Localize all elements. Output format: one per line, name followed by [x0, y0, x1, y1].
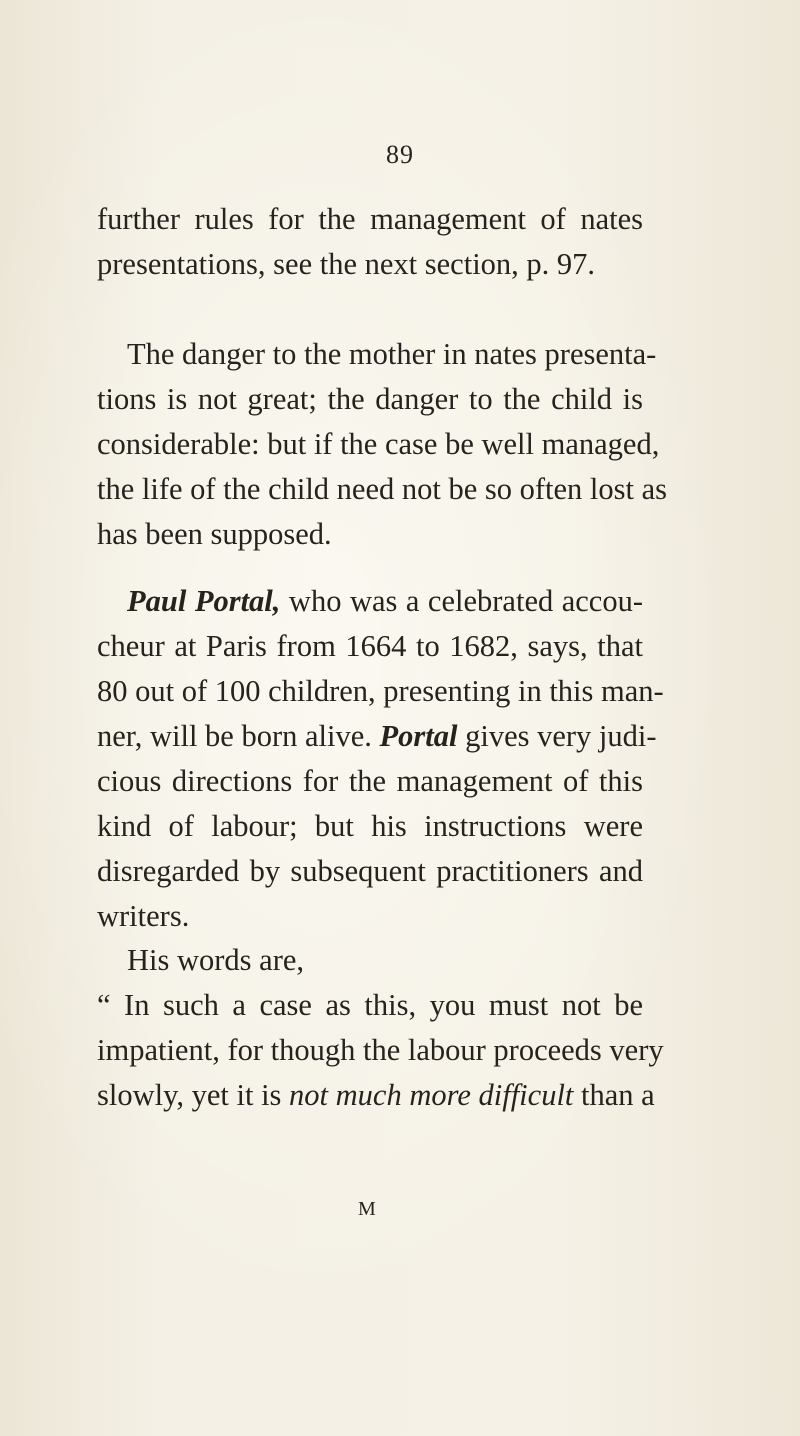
text-run: than a [573, 1078, 655, 1112]
text-line: further rules for the management of nates [97, 202, 643, 236]
text-line: has been supposed. [97, 517, 332, 551]
text-line [97, 579, 643, 624]
text-line: tions is not great; the danger to the child is [97, 382, 643, 416]
person-name: Portal [379, 719, 458, 753]
paragraph-quotation [97, 938, 664, 1118]
text-line: the life of the child need not be so often lost as [97, 472, 668, 506]
text-line: cheur at Paris from 1664 to 1682, says, that [97, 629, 643, 663]
text-run: slowly, yet it is [97, 1078, 290, 1112]
text-line: His words are, [127, 943, 305, 977]
signature-mark: M [358, 1198, 377, 1220]
text-line: “ In such a case as this, you must not be [97, 988, 643, 1022]
text-line: cious directions for the management of this [97, 764, 643, 798]
text-line: presentations, see the next section, p. 97. [97, 247, 596, 281]
text-line: The danger to the mother in nates presenta- [127, 337, 657, 371]
text-line [97, 1073, 655, 1118]
text-run: ner, will be born alive. [97, 719, 380, 753]
emphasis-text: not much more difficult [289, 1078, 574, 1112]
paragraph-danger [97, 332, 668, 557]
text-line: impatient, for though the labour proceeds very [97, 1033, 664, 1067]
text-line [97, 714, 657, 759]
person-name: Paul Portal, [127, 584, 281, 618]
text-line: writers. [97, 899, 190, 933]
text-line: 80 out of 100 children, presenting in this man- [97, 674, 664, 708]
page-number: 89 [386, 140, 414, 169]
text-run: who was a celebrated accou- [280, 584, 644, 618]
text-line: kind of labour; but his instructions were [97, 809, 643, 843]
text-run: gives very judi- [457, 719, 657, 753]
text-line: disregarded by subsequent practitioners and [97, 854, 643, 888]
paragraph-portal [97, 579, 664, 939]
text-line: considerable: but if the case be well managed, [97, 427, 660, 461]
paragraph-continuation [97, 197, 643, 287]
